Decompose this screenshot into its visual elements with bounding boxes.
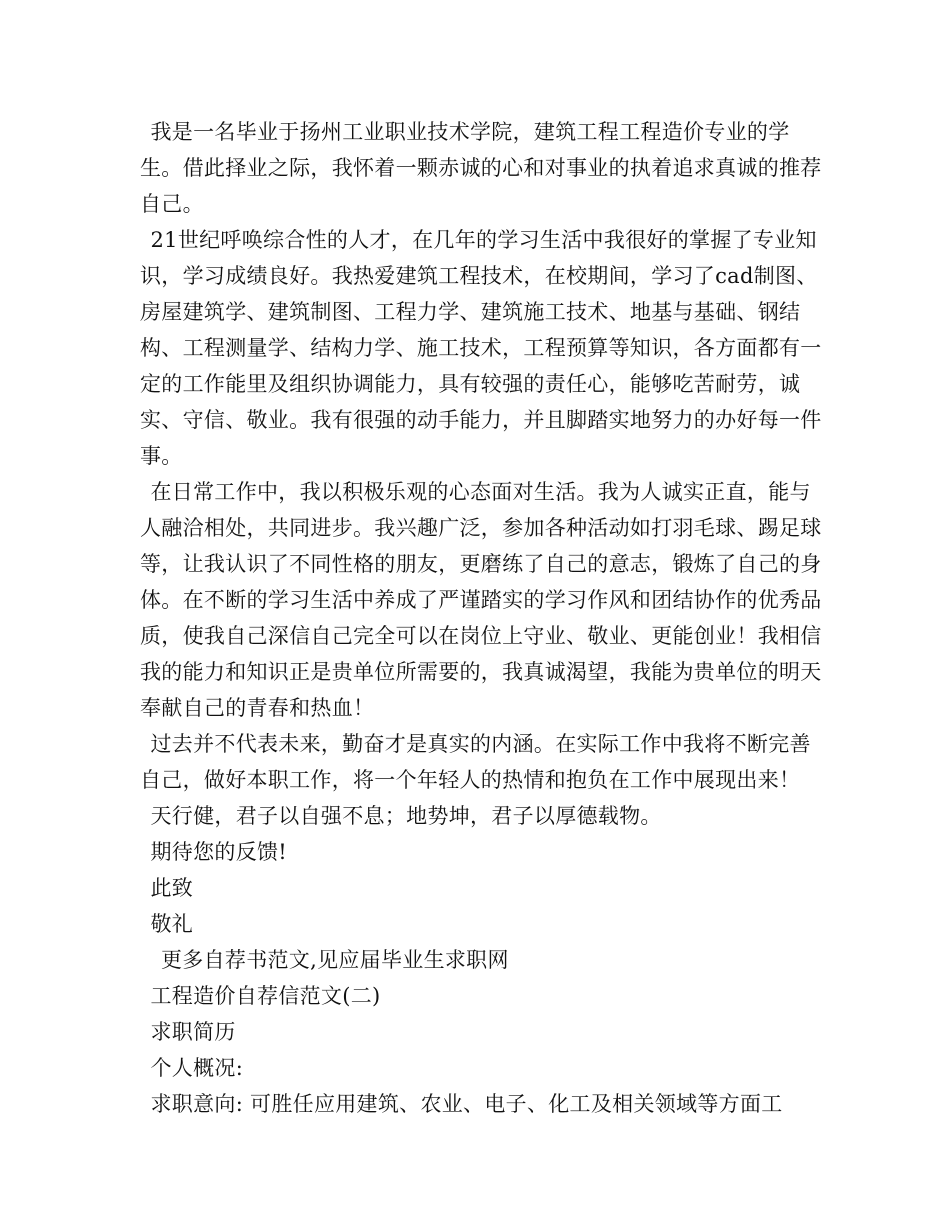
paragraph-skills: 21世纪呼唤综合性的人才，在几年的学习生活中我很好的掌握了专业知识，学习成绩良好。我热爱建筑工程技术，在校期间，学习了cad制图、房屋建筑学、建筑制图、工程力学、建筑施工技术、地基与基础、钢结构、工程测量学、结构力学、施工技术，工程预算等知识，各方面都有一定的工作能里及组织协调能力，具有较强的责任心，能够吃苦耐劳，诚实、守信、敬业。我有很强的动手能力，并且脚踏实地努力的办好每一件事。 xyxy=(140,228,822,468)
overview-label: 个人概况: xyxy=(150,1056,244,1080)
job-intent-line: 求职意向: 可胜任应用建筑、农业、电子、化工及相关领域等方面工 xyxy=(150,1092,783,1116)
closing-regards: 敬礼 xyxy=(150,912,194,936)
motto-line: 天行健，君子以自强不息；地势坤，君子以厚德载物。 xyxy=(150,804,662,828)
section-title: 工程造价自荐信范文(二) xyxy=(150,984,381,1008)
more-samples-link[interactable]: 更多自荐书范文,见应届毕业生求职网 xyxy=(161,948,509,972)
paragraph-character: 在日常工作中，我以积极乐观的心态面对生活。我为人诚实正直，能与人融洽相处，共同进步。我兴趣广泛，参加各种活动如打羽毛球、踢足球等，让我认识了不同性格的朋友，更磨练了自己的意志，锻炼了自己的身体。在不断的学习生活中养成了严谨踏实的学习作风和团结协作的优秀品质，使我自己深信自己完全可以在岗位上守业、敬业、更能创业！我相信我的能力和知识正是贵单位所需要的，我真诚渴望，我能为贵单位的明天奉献自己的青春和热血！ xyxy=(140,480,822,720)
closing-salutation: 此致 xyxy=(150,876,194,900)
paragraph-future: 过去并不代表未来，勤奋才是真实的内涵。在实际工作中我将不断完善自己，做好本职工作，将一个年轻人的热情和抱负在工作中展现出来！ xyxy=(140,732,811,792)
resume-title: 求职简历 xyxy=(150,1020,236,1044)
paragraph-intro: 我是一名毕业于扬州工业职业技术学院，建筑工程工程造价专业的学生。借此择业之际，我怀着一颗赤诚的心和对事业的执着追求真诚的推荐自己。 xyxy=(140,120,822,216)
closing-feedback: 期待您的反馈! xyxy=(150,840,288,864)
document-body xyxy=(140,114,830,1122)
